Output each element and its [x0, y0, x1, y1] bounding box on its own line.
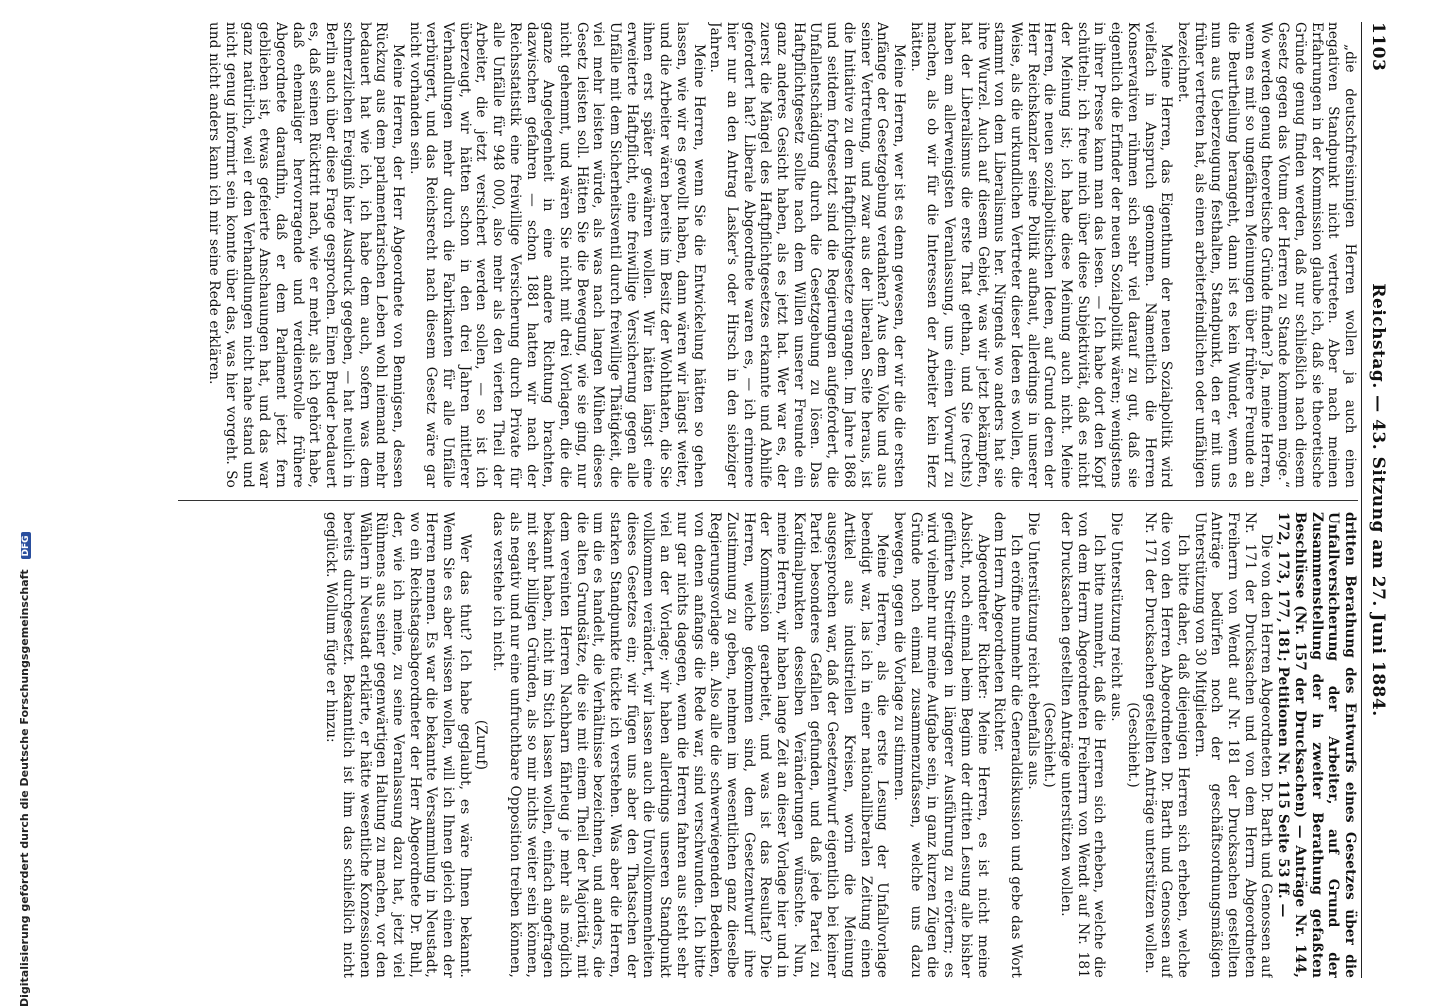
paragraph: Meine Herren, als die erste Lesung der Unfallvorlage beendigt war, las ich in einer nationalliberalen Zeitung einen Artikel aus industriellen Kreisen, worin die Meinung ausgesprochen war, daß der Gesetzentwurf eigentlich bei keiner Partei besonderes Gefallen gefunden, und daß jede Partei zu Kardinalpunkten desselben Veränderungen wünschte. Nun, meine Herren, wir haben lange Zeit an dieser Vorlage hier und in der Kommission gearbeitet, und was ist das Resultat? Die Herren, welche gekommen sind, dem Gesetzentwurf ihre Zustimmung zu geben, nehmen im wesentlichen ganz dieselbe Regierungsvorlage an. Also alle die schwerwiegenden Bedenken, von denen anfangs die Rede war, sind verschwunden. Ich bitte nur gar nichts dagegen, wenn die Herren fahren aus steht sehr viel an der Vorlage; wir haben allerdings unseren Standpunkt vollkommen verändert, wir lassen auch die Unvollkommenheiten dieses Gesetzes ein; wir fügen uns aber den Thatsachen der starken Standpunkte tückte ich verstehen. Was aber die Herren, um die es handelt, die Verhältnisse bezeichnen, und anders, die die alten Grundsätze, die sie mit einem Theil der Majorität, mit dem vereinten Herren Nachbarn fährleug je mehr als möglich bekannt haben, nicht im Stich lassen wollen, einfach angefragen mit sehr billigen Gründen, als so mir nichts weiter sein können, als negativ und nur eine unfruchtbare Opposition treiben können, das verstehe ich nicht.	[490, 512, 891, 978]
paragraph: Meine Herren, wer ist es denn gewesen, der wir die die ersten Anfänge der Gesetzgebung verdanken? Aus dem Volke und aus seiner Vertretung, und zwar aus der liberalen Seite heraus, ist die Initiative zu dem Haftpflichtgesetze ergangen. Im Jahre 1868 und seitdem fortgesetzt sind die Regierungen aufgefordert, die Unfallentschädigung durch die Gesetzgebung zu lösen. Das Haftpflichtgesetz sollte nach dem Willen unserer Freunde ein ganz anderes Gesicht haben, als es jetzt hat. Wer war es, der zuerst die Mängel des Haftpflichtgesetzes erkannte und Abhilfe gefordert hat? Liberale Abgeordnete waren es, — ich erinnere hier nur an den Antrag Lasker's oder Hirsch in den siebziger Jahren.	[707, 22, 908, 488]
digitization-credit	[2, 40, 31, 1007]
paragraph: Die von den Herren Abgeordneten Dr. Barth und Genossen auf Nr. 171 der Drucksachen und von dem Herrn Abgeordneten Freiherrn von Wendt auf Nr. 181 der Drucksachen gestellten Anträge bedürfen noch der geschäftsordnungsmäßigen Unterstützung von 30 Mitgliedern.	[1191, 512, 1275, 978]
paragraph: Ich bitte daher, daß diejenigen Herren sich erheben, welche die von den Herren Abgeordneten Dr. Barth und Genossen auf Nr. 171 der Drucksachen gestellten Anträge unterstützen wollen.	[1141, 512, 1191, 978]
column-divider	[178, 500, 1358, 501]
credit-text: Digitalisierung gefördert durch die Deutsche Forschungsgemeinschaft	[18, 569, 31, 1007]
page-number: 1103	[1368, 22, 1388, 72]
header-rule	[1361, 22, 1362, 978]
paragraph: Abgeordneter Richter: Meine Herren, es ist nicht meine Absicht, noch einmal beim Beginn der dritten Lesung alle bisher geführten Streitfragen in längerer Ausführung zu erörtern; es wird vielmehr nur meine Aufgabe sein, in ganz kurzen Zügen die Gründe noch einmal zusammenzufassen, welche uns dazu bewegen, gegen die Vorlage zu stimmen.	[891, 512, 991, 978]
paragraph: Die Unterstützung reicht ebenfalls aus.	[1024, 512, 1041, 790]
paragraph: Meine Herren, wenn Sie die Entwickelung hätten so gehen lassen, wie wir es gewollt haben, dann wären wir längst weiter, und die Arbeiter wären bereits im Besitz der Wohlthaten, die Sie ihnen erst später gewähren wollen. Wir hätten längst eine erweiterte Haftpflicht, eine freiwillige Versicherung gegen alle Unfälle mit dem Sicherheitsventil durch freiwillige Thätigkeit, die viel mehr leisten würde, als was nach langen Mühen dieses Gesetz leisten soll. Hätten Sie die Bewegung, wie sie ging, nur nicht gehemmt, und wären Sie nicht mit drei Vorlagen, die die ganze Angelegenheit in eine andere Richtung brachten, dazwischen gefahren — schon 1881 hatten wir nach der Reichsstatistik eine freiwillige Versicherung durch Private für alle Unfälle für 948 000, also mehr als den vierten Theil der Arbeiter, die jetzt versichert werden sollen, — so ist ich überzeugt, wir hätten schon in den drei Jahren mittlerer Verhandlungen mehr durch die Fabrikanten für alle Unfälle verbürgert, und das Reichsrecht nach diesem Gesetz wäre gar nicht vorhanden sein.	[406, 22, 707, 488]
left-column	[178, 22, 1358, 488]
paragraph: Ich bitte nunmehr, daß die Herren sich erheben, welche die von dem Herrn Abgeordneten Freiherrn von Wendt auf Nr. 181 der Drucksachen gestellten Anträge unterstützen wollen.	[1058, 512, 1108, 978]
right-column	[178, 512, 1358, 978]
page-header	[1362, 22, 1388, 978]
paragraph: Die Unterstützung reicht aus.	[1108, 512, 1125, 722]
paragraph: Wer das thut? Ich habe geglaubt, es wäre Ihnen bekannt. Wenn Sie es aber wissen wollen, will ich Ihnen gleich einen der Herren nennen. Es war die bekannte Versammlung in Neustadt, wo ein Reichstagsabgeordneter der Herr Abgeordnete Dr. Buhl, der, wie ich meine, zu seine Veranlassung dazu hat, jetzt viel Rühmens aus seiner gegenwärtigen Haltung zu machen, vor den Wählern in Neustadt erklärte, er hätte wesentliche Konzessionen bereits durchgesetzt. Bekanntlich ist ihm das schließlich nicht geglückt. Wollum fügte er hinzu:	[323, 512, 473, 978]
paragraph: (Geschieht.)	[1041, 702, 1058, 788]
paragraph: (Geschieht.)	[1124, 702, 1141, 788]
dfg-logo: DFG	[21, 532, 31, 559]
rotated-page-content	[102, 0, 1402, 1000]
paragraph: Meine Herren, der Herr Abgeordnete von Bennigsen, dessen Rückzug aus dem parlamentarischen Leben wohl niemand mehr bedauert hat wie ich, ich habe dem auch, sofern was dem schmerzlichen Ereigniß hier Ausdruck gegeben, — hat neulich in Berlin auch über diese Frage gesprochen. Einen Bruder bedauert es, daß seinen Rücktritt nach, wie er mehr, als ich gehört habe, daß ehemaliger hervorragende und verdienstvolle frühere Abgeordnete daraufhin, daß er dem Parlament jetzt fern geblieben ist, etwas gefeierte Anschauungen hat, und das war ganz natürlich, weil er den Verhandlungen nicht nahe stand und nicht genug informirt sein konnte über das, was hier vorgeht. So und nicht anders kann ich mir seine Rede erklären.	[206, 22, 406, 488]
paragraph: „die deutschfreisinnigen Herren wollen ja auch einen negativen Standpunkt nicht vertreten. Aber nach meinen Erfahrungen in der Kommission glaube ich, daß sie theoretische Gründe genug finden werden, daß nur schließlich nach diesem Gesetz gegen das Votum der Herren zu Stande kommen möge.“ Wo werden genug theoretische Gründe finden? Ja, meine Herren, wenn es mit so ungefähren Meinungen über frühere Freunde an die Beurtheilung herangeht, dann ist es kein Wunder, wenn es nun aus Ueberzeugung festhalten, Standpunkt, den er mit uns früher vertreten hat, als einen arbeiterfeindlichen oder unfähigen bezeichnet.	[1174, 22, 1358, 488]
running-title: Reichstag. — 43. Sitzung am 27. Juni 1884.	[1368, 283, 1388, 717]
paragraph: (Zuruf)	[473, 719, 490, 771]
paragraph: Ich eröffne nunmehr die Generaldiskussion und gebe das Wort dem Herrn Abgeordneten Richter.	[991, 512, 1024, 978]
paragraph: dritten Berathung des Entwurfs eines Gesetzes über die Unfallversicherung der Arbeiter, auf Grund der Zusammenstellung der in zweiter Berathung gefaßten Beschlüsse (Nr. 157 der Drucksachen) — Anträge Nr. 144, 172, 173, 177, 181; Petitionen Nr. 115 Seite 53 ff. —	[1275, 512, 1358, 978]
paragraph: Meine Herren, das Eigenthum der neuen Sozialpolitik wird vielfach in Anspruch genommen. Namentlich die Herren Konservativen rühmen sich sehr viel darauf zu gut, daß sie eigentlich die Erfinder der neuen Sozialpolitik wären; wenigstens in ihrer Presse kann man das lesen. — Ich habe dort den Kopf schütteln; ich freue mich über diese Subjektivität, daß es nicht der Meinung ist; ich habe diese Meinung auch nicht. Meine Herren, die neuen sozialpolitischen Ideen, auf Grund deren der Herr Reichskanzler seine Politik aufbaut, allerdings in unserer Weise, als die urkundlichen Vertreter dieser Ideen es wollen, die stammt von dem Liberalismus her. Nirgends wo anders hat sie ihre Wurzel. Auch auf diesem Gebiet, was wir jetzt bekämpfen, hat der Liberalismus die erste That gethan, und Sie (rechts) haben am allerwenigsten Veranlassung, uns einen Vorwurf zu machen, als ob wir für die Interessen der Arbeiter kein Herz hätten.	[907, 22, 1175, 488]
